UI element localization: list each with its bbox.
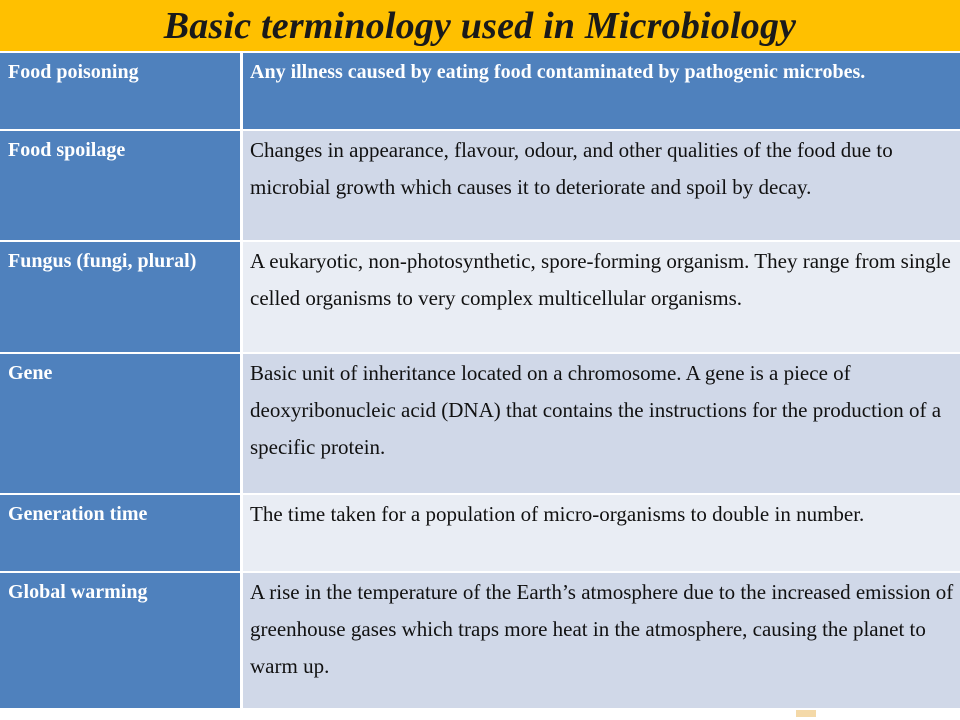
term-cell: Gene xyxy=(0,353,242,494)
table-row xyxy=(0,572,960,709)
title-bar xyxy=(0,0,960,51)
slide-mark xyxy=(796,710,816,717)
terminology-table xyxy=(0,53,960,710)
definition-cell: The time taken for a population of micro-organisms to double in number. xyxy=(242,494,960,572)
definition-cell: Any illness caused by eating food contaminated by pathogenic microbes. xyxy=(242,53,960,130)
term-cell: Fungus (fungi, plural) xyxy=(0,241,242,353)
table-row xyxy=(0,353,960,494)
table-row xyxy=(0,130,960,241)
definition-cell: Changes in appearance, flavour, odour, and other qualities of the food due to microbial growth which causes it to deteriorate and spoil by decay. xyxy=(242,130,960,241)
table-row xyxy=(0,494,960,572)
definition-cell: A eukaryotic, non-photosynthetic, spore-forming organism. They range from single celled organisms to very complex multicellular organisms. xyxy=(242,241,960,353)
table-row xyxy=(0,53,960,130)
term-cell: Global warming xyxy=(0,572,242,709)
term-cell: Food spoilage xyxy=(0,130,242,241)
table-row xyxy=(0,241,960,353)
definition-cell: Basic unit of inheritance located on a chromosome. A gene is a piece of deoxyribonucleic acid (DNA) that contains the instructions for the production of a specific protein. xyxy=(242,353,960,494)
term-cell: Generation time xyxy=(0,494,242,572)
definition-cell: A rise in the temperature of the Earth’s atmosphere due to the increased emission of greenhouse gases which traps more heat in the atmosphere, causing the planet to warm up. xyxy=(242,572,960,709)
page-title: Basic terminology used in Microbiology xyxy=(163,4,797,47)
term-cell: Food poisoning xyxy=(0,53,242,130)
